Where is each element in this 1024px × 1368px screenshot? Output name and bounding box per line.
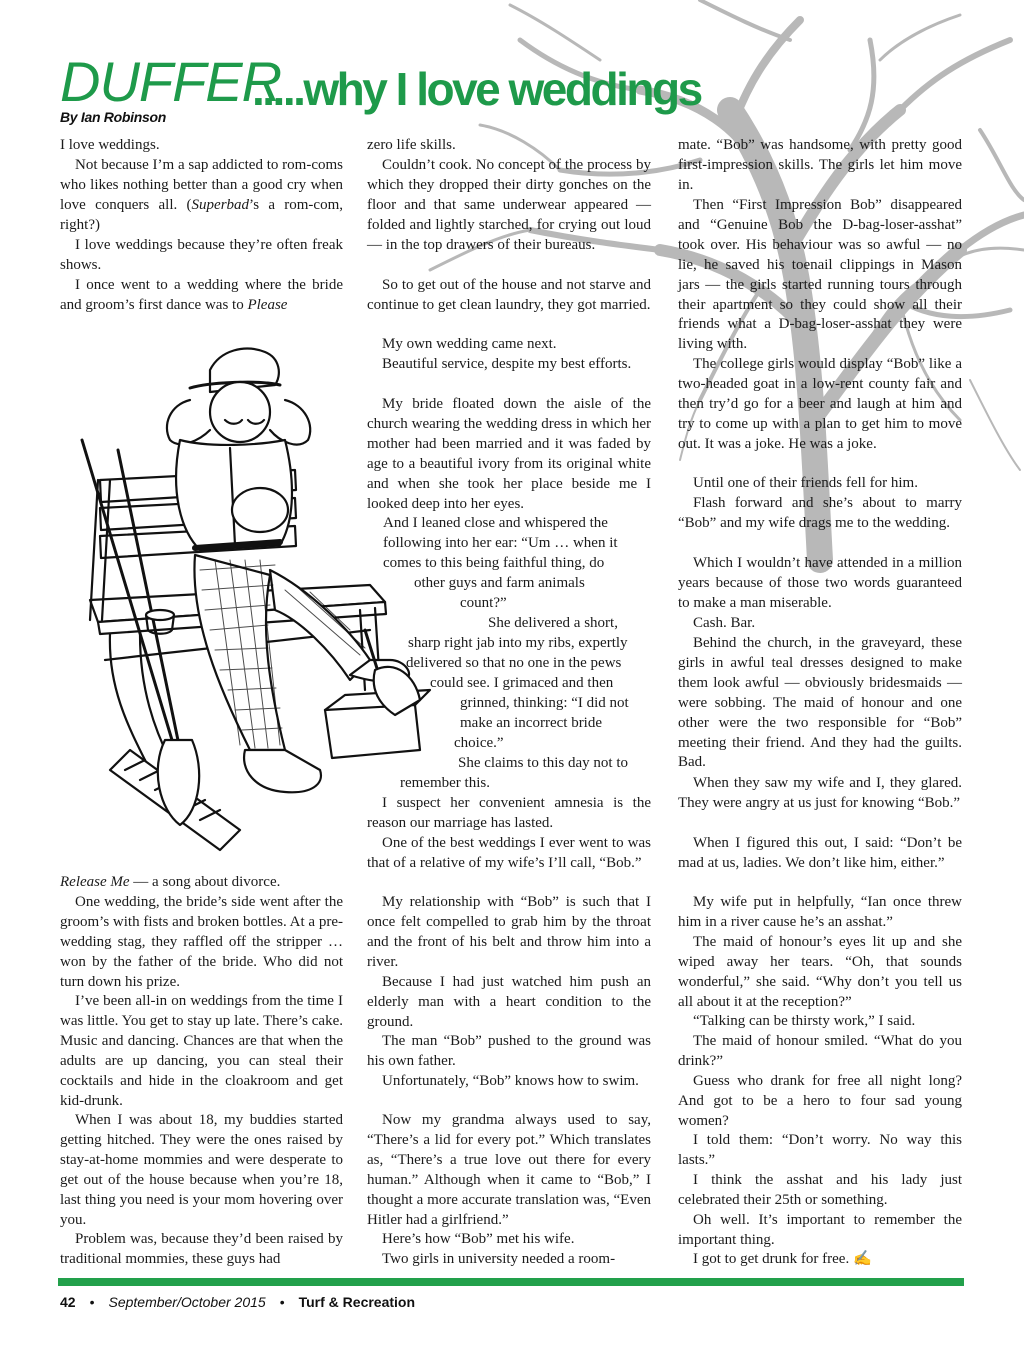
paragraph: When I figured this out, I said: “Don’t be mad at us, ladies. We don’t like him, either.”	[678, 835, 962, 871]
paragraph: Oh well. It’s important to remember the important thing.	[678, 1212, 962, 1248]
paragraph: I got to get drunk for free. ✍	[693, 1251, 872, 1267]
paragraph: I think the asshat and his lady just celebrated their 25th or something.	[678, 1172, 962, 1208]
paragraph: mate. “Bob” was handsome, with pretty good first-impression skills. The girls let him move in.	[678, 137, 962, 193]
paragraph: Two girls in university needed a room-	[382, 1251, 616, 1267]
paragraph: Couldn’t cook. No concept of the process by which they dropped their dirty gonches on the floor and that same underwear appeared — folded and lightly starched, for crying out loud — in the top drawers of their bureaus.	[367, 157, 651, 253]
paragraph: Flash forward and she’s about to marry “Bob” and my wife drags me to the wedding.	[678, 495, 962, 531]
paragraph: Behind the church, in the graveyard, these girls in awful teal dresses designed to make them look awful — obviously bridesmaids — were sobbing. The maid of honour and one other were the two responsible for “Bob” meeting their friend. And they had the guilts. Bad.	[678, 635, 962, 771]
paragraph: When I was about 18, my buddies started getting hitched. They were the ones raised by stay-at-home mommies and were desperate to get out of the house because when you’re 18, last thing you need is your mom hovering over you.	[60, 1112, 343, 1228]
paragraph: The college girls would display “Bob” like a two-headed goat in a low-rent county fair and then try’d go for a beer and laugh at him and try to come up with a plan to get him to move out. It was a joke. He was a joke.	[678, 356, 962, 452]
paragraph: The maid of honour smiled. “What do you drink?”	[678, 1033, 962, 1069]
paragraph: zero life skills.	[367, 137, 456, 153]
footer-rule	[58, 1278, 964, 1286]
article-headline: .....why I love weddings	[252, 63, 701, 115]
paragraph: Now my grandma always used to say, “There’s a lid for every pot.” Which translates as, “There’s a true love out there for every human.” Although when it came to “Bob,” I thought a more accurate translation was, “Even Hitler had a girlfriend.”	[367, 1112, 651, 1228]
paragraph: Problem was, because they’d been raised by traditional mommies, these guys had	[60, 1231, 343, 1267]
page-footer	[60, 1294, 415, 1310]
paragraph: “Talking can be thirsty work,” I said.	[693, 1013, 916, 1029]
paragraph: Here’s how “Bob” met his wife.	[382, 1231, 575, 1247]
byline: By Ian Robinson	[60, 109, 166, 125]
paragraph: My relationship with “Bob” is such that I once felt compelled to grab him by the throat and the front of his belt and throw him into a river.	[367, 894, 651, 970]
paragraph: The man “Bob” pushed to the ground was his own father.	[367, 1033, 651, 1069]
paragraph: Guess who drank for free all night long? And got to be a hero to four sad young women?	[678, 1073, 962, 1129]
paragraph: I love weddings.	[60, 137, 160, 153]
paragraph: Which I wouldn’t have attended in a million years because of those two words guaranteed to make a man miserable.	[678, 555, 962, 611]
page-number: 42	[60, 1294, 76, 1310]
paragraph: I once went to a wedding where the bride and groom’s first dance was to Please	[60, 277, 343, 313]
paragraph: Not because I’m a sap addicted to rom-coms who likes nothing better than a good cry when love conquers all. (Superbad’s a rom-com, right?)	[60, 157, 343, 233]
paragraph: Cash. Bar.	[693, 615, 756, 631]
paragraph: I’ve been all-in on weddings from the time I was little. You get to stay up late. There’s cake. Music and dancing. Chances are that when the adults are up dancing, you can steal their cocktails and hide in the cloakroom and get kid-drunk.	[60, 993, 343, 1109]
paragraph: One of the best weddings I ever went to was that of a relative of my wife’s I’ll call, “Bob.”	[367, 835, 651, 871]
paragraph: Because I had just watched him push an elderly man with a heart condition to the ground.	[367, 974, 651, 1030]
footer-separator: •	[89, 1294, 95, 1310]
paragraph: Then “First Impression Bob” disappeared and “Genuine Bob the D-bag-loser-asshat” took over. His behaviour was so awful — no lie, he saved his toenail clippings in Mason jars — the girls started running tours through their apartment so they could show all their friends what a D-bag-loser-asshat they were living with.	[678, 197, 962, 353]
paragraph: My own wedding came next.	[382, 336, 557, 352]
magazine-name: Turf & Recreation	[298, 1294, 416, 1310]
paragraph: The maid of honour’s eyes lit up and she wiped away her tears. “Oh, that sounds wonderful,” she said. “Why don’t you tell us all about it at the reception?”	[678, 934, 962, 1010]
paragraph: When they saw my wife and I, they glared. They were angry at us just for knowing “Bob.”	[678, 775, 962, 811]
paragraph: Until one of their friends fell for him.	[693, 475, 918, 491]
paragraph: Release Me — a song about divorce.	[60, 874, 281, 890]
column-title: DUFFER	[60, 50, 282, 113]
magazine-page: DUFFER .....why I love weddings By Ian Robinson I love weddings. Not because I’m a sap addicted to rom-coms who likes nothing better than a good cry when love conquers all. (Superbad’s a rom-com, right?) I love weddings because they’re often freak shows. I once went to a wedding where the bride and groom’s first dance was to Please Release Me — a song about divorce. One wedding, the bride’s side went after the groom’s with fists and broken bottles. At a pre-wedding stag, they raffled off the stripper … won by the father of the bride. Who did not turn down his prize. I’ve been all-in on weddings from the time I was little. You get to stay up late. There’s cake. Music and dancing. Chances are that when the adults are up dancing, you can steal their cocktails and hide in the cloakroom and get kid-drunk. When I was about 18, my buddies started getting hitched. They were the ones raised by stay-at-home mommies and were desperate to get out of the house because when you’re 18, last thing you need is your mom hovering over you. Problem was, because they’d been raised by traditional mommies, these guys had zero life skills. Couldn’t cook. No concept of the process by which they dropped their dirty gonches on the floor and that same underwear appeared — folded and lightly starched, for crying out loud — in the top drawers of their bureaus. So to get out of the house and not starve and continue to get clean laundry, they got married. My own wedding came next. Beautiful service, despite my best efforts. My bride floated down the aisle of the church wearing the wedding dress in which her mother had been married and it was faded by age to a beautiful ivory from its original white and when she took her place beside me I looked deep into her eyes. And I leaned close and whispered the following into her ear: “Um … when it comes to this being faithful thing, do other guys and farm animals count?” She delivered a short, sharp right jab into my ribs, expertly delivered so that no one in the pews could see. I grimaced and then grinned, thinking: “I did not make an incorrect bride choice.” She claims to this day not to remember this. I suspect her convenient amnesia is the reason our marriage has lasted. One of the best weddings I ever went to was that of a relative of my wife’s I’ll call, “Bob.” My relationship with “Bob” is such that I once felt compelled to grab him by the throat and the front of his belt and throw him into a river. Because I had just watched him push an elderly man with a heart condition to the ground. The man “Bob” pushed to the ground was his own father. Unfortunately, “Bob” knows how to swim. Now my grandma always used to say, “There’s a lid for every pot.” Which translates as, “There’s a true love out there for every human.” Although when it came to “Bob,” I thought a more accurate translation was, “Even Hitler had a girlfriend.” Here’s how “Bob” met his wife. Two girls in university needed a room- mate. “Bob” was handsome, with pretty good first-impression skills. The girls let him move in. Then “First Impression Bob” disappeared and “Genuine Bob the D-bag-loser-asshat” took over. His behaviour was so awful — no lie, he saved his toenail clippings in Mason jars — the girls started running tours through their apartment so they could show all their friends what a D-bag-loser-asshat they were living with. The college girls would display “Bob” like a two-headed goat in a low-rent county fair and then try’d go for a beer and laugh at him and try to come up with a plan to get him to move out. It was a joke. He was a joke. Until one of their friends fell for him. Flash forward and she’s about to marry “Bob” and my wife drags me to the wedding. Which I wouldn’t have attended in a million years because of those two words guaranteed to make a man miserable. Cash. Bar. Behind the church, in the graveyard, these girls in awful teal dresses designed to make them look awful — obviously bridesmaids — were sobbing. The maid of honour and one other were the two responsible for “Bob” meeting their friend. And they had the guilts. Bad. When they saw my wife and I, they glared. They were angry at us just for knowing “Bob.” When I figured this out, I said: “Don’t be mad at us, ladies. We don’t like him, either.” My wife put in helpfully, “Ian once threw him in a river cause he’s an asshat.” The maid of honour’s eyes lit up and she wiped away her tears. “Oh, that sounds wonderful,” she said. “Why don’t you tell us all about it at the reception?” “Talking can be thirsty work,” I said. The maid of honour smiled. “What do you drink?” Guess who drank for free all night long? And got to be a hero to four sad young women? I told them: “Don’t worry. No way this lasts.” I think the asshat and his lady just celebrated their 25th or something. Oh well. It’s important to remember the important thing. I got to get drunk for free. ✍ 42 • September/October 2015 • Turf & Recreation	[0, 0, 1024, 1368]
paragraph: My wife put in helpfully, “Ian once threw him in a river cause he’s an asshat.”	[678, 894, 962, 930]
paragraph: I love weddings because they’re often freak shows.	[60, 237, 343, 273]
footer-separator: •	[279, 1294, 285, 1310]
paragraph: So to get out of the house and not starve and continue to get clean laundry, they got married.	[367, 277, 651, 313]
paragraph: Beautiful service, despite my best efforts.	[382, 356, 632, 372]
paragraph: Unfortunately, “Bob” knows how to swim.	[382, 1073, 639, 1089]
paragraph: I told them: “Don’t worry. No way this lasts.”	[678, 1132, 962, 1168]
paragraph: One wedding, the bride’s side went after the groom’s with fists and broken bottles. At a pre-wedding stag, they raffled off the stripper … won by the father of the bride. Who did not turn down his prize.	[60, 894, 343, 990]
paragraph: I suspect her convenient amnesia is the reason our marriage has lasted.	[367, 795, 651, 831]
paragraph: My bride floated down the aisle of the church wearing the wedding dress in which her mother had been married and it was faded by age to a beautiful ivory from its original white and when she took her place beside me I looked deep into her eyes.	[367, 396, 651, 512]
issue-date: September/October 2015	[108, 1294, 266, 1310]
